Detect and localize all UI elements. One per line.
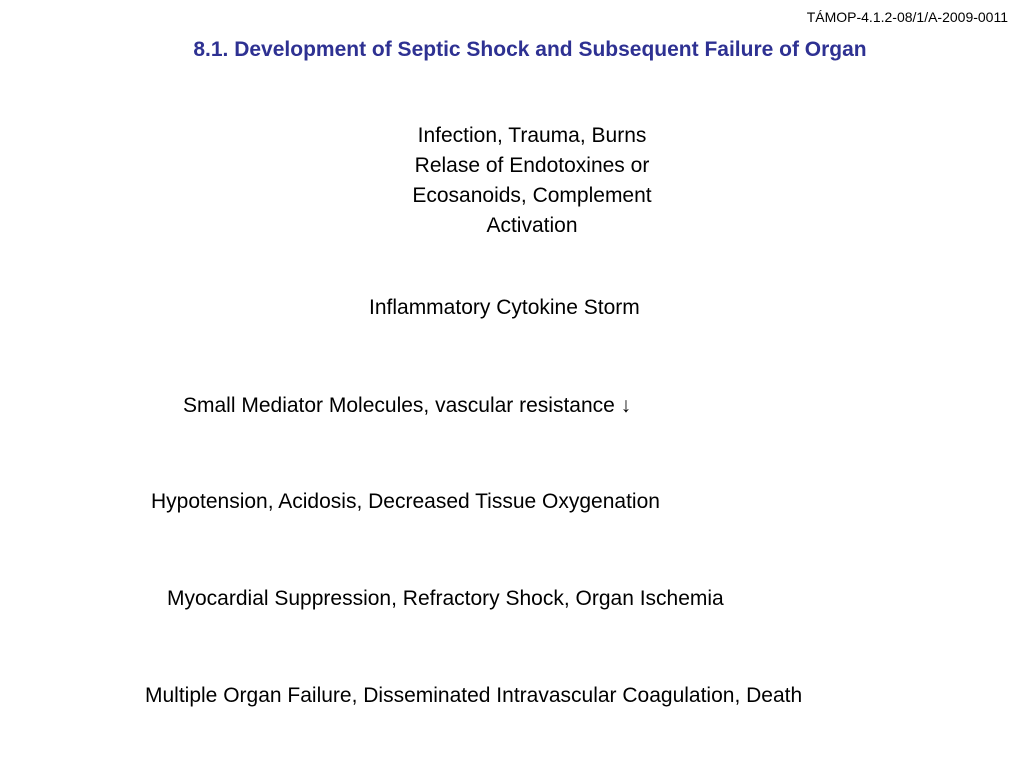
project-code: TÁMOP-4.1.2-08/1/A-2009-0011	[806, 9, 1008, 25]
step-line: Infection, Trauma, Burns	[417, 124, 647, 147]
step-line: Ecosanoids, Complement	[412, 184, 652, 207]
step-cytokine-storm: Inflammatory Cytokine Storm	[369, 296, 640, 319]
step-hypotension-acidosis: Hypotension, Acidosis, Decreased Tissue Oxygenation	[151, 490, 660, 513]
step-small-mediator-molecules: Small Mediator Molecules, vascular resistance ↓	[183, 394, 632, 417]
step-line: Relase of Endotoxines or	[414, 154, 650, 177]
step-line: Activation	[486, 214, 578, 237]
slide-title: 8.1. Development of Septic Shock and Subsequent Failure of Organ	[193, 38, 867, 61]
step-myocardial-suppression: Myocardial Suppression, Refractory Shock, Organ Ischemia	[167, 587, 724, 610]
step-multiple-organ-failure: Multiple Organ Failure, Disseminated Intravascular Coagulation, Death	[145, 684, 803, 707]
step-infection-trauma-burns	[382, 121, 682, 241]
